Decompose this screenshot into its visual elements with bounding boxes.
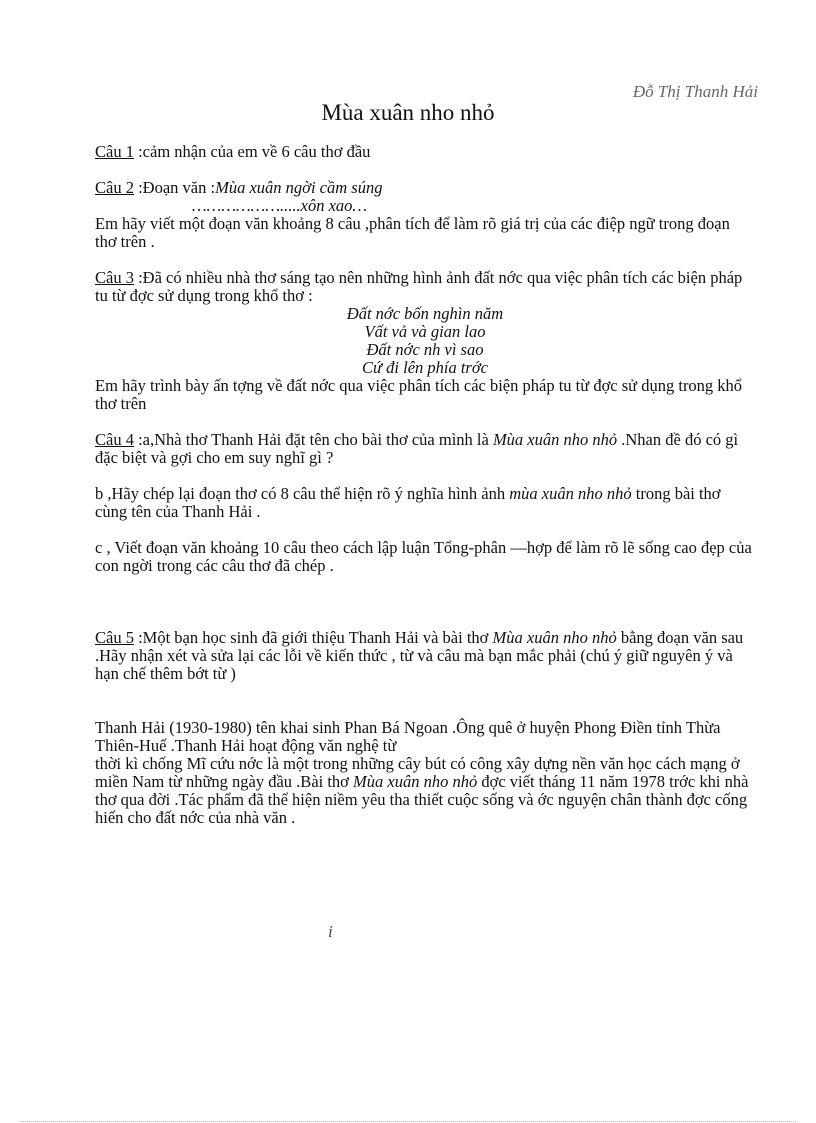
- page-bottom-border: [20, 1121, 796, 1122]
- document-body: [95, 143, 755, 827]
- question-3-text: Em hãy trình bày ấn tợng về đất nớc qua việc phân tích các biện pháp tu từ đợc sử dụng trong khổ thơ trên: [95, 376, 743, 413]
- question-2-poem-start: Mùa xuân ngời cầm súng: [215, 178, 383, 197]
- question-1: [95, 143, 755, 161]
- poem-line: Đất nớc nh vì sao: [366, 340, 484, 359]
- question-2-poem-end: ……………….....xôn xao…: [192, 196, 368, 215]
- question-4b: b ,Hãy chép lại đoạn thơ có 8 câu thể hiện rõ ý nghĩa hình ảnh mùa xuân nho nhỏ trong bài thơ cùng tên của Thanh Hải .: [95, 484, 721, 521]
- poem-line: Vất vả và gian lao: [364, 322, 486, 341]
- question-3: Câu 3 :Đã có nhiều nhà thơ sáng tạo nên những hình ảnh đất nớc qua việc phân tích các biện pháp tu từ đợc sử dụng trong khổ thơ :: [95, 268, 743, 305]
- passage-line-1: Thanh Hải (1930-1980) tên khai sinh Phan Bá Ngoan .Ông quê ở huyện Phong Điền tỉnh Thừa Thiên-Huế .Thanh Hải hoạt động văn nghệ từ: [95, 718, 721, 755]
- question-3-label: Câu 3: [95, 268, 134, 287]
- question-2: Câu 2 :Đoạn văn :Mùa xuân ngời cầm súng: [95, 178, 383, 197]
- question-1-label: Câu 1: [95, 142, 134, 161]
- question-4-label: Câu 4: [95, 430, 134, 449]
- author-name: Đỗ Thị Thanh Hải: [632, 82, 758, 101]
- poem-line: Đất nớc bốn nghìn năm: [346, 304, 504, 323]
- page-title: Mùa xuân nho nhỏ: [321, 100, 495, 125]
- poem-line: Cứ đi lên phía trớc: [362, 358, 488, 377]
- passage-line-2: thời kì chống Mĩ cứu nớc là một trong những cây bút có công xây dựng nền văn học cách mạng ở miền Nam từ những ngày đầu .Bài thơ Mùa xuân nho nhỏ đợc viết tháng 11 năm 1978 trớc khi nhà thơ qua đời .Tác phẩm đã thể hiện niềm yêu tha thiết cuộc sống và ớc nguyện chân thành đợc cống hiến cho đất nớc của nhà văn .: [95, 754, 749, 827]
- question-5-label: Câu 5: [95, 628, 134, 647]
- question-1-text: :cảm nhận của em về 6 câu thơ đầu: [133, 142, 371, 161]
- question-4a: Câu 4 :a,Nhà thơ Thanh Hải đặt tên cho bài thơ của mình là Mùa xuân nho nhỏ .Nhan đề đó có gì đặc biệt và gợi cho em suy nghĩ gì ?: [95, 430, 739, 467]
- question-5: Câu 5 :Một bạn học sinh đã giới thiệu Thanh Hải và bài thơ Mùa xuân nho nhỏ bằng đoạn văn sau .Hãy nhận xét và sửa lại các lỗi về kiến thức , từ và câu mà bạn mắc phải (chú ý giữ nguyên ý và hạn chế thêm bớt từ ): [95, 628, 744, 683]
- page-number: i: [328, 922, 333, 941]
- question-4c: c , Viết đoạn văn khoảng 10 câu theo cách lập luận Tổng-phân —hợp để làm rõ lẽ sống cao đẹp của con ngời trong các câu thơ đã chép .: [95, 538, 752, 575]
- question-2-label: Câu 2: [95, 178, 134, 197]
- question-2-text: Em hãy viết một đoạn văn khoảng 8 câu ,phân tích để làm rõ giá trị của các điệp ngữ trong đoạn thơ trên .: [95, 214, 730, 251]
